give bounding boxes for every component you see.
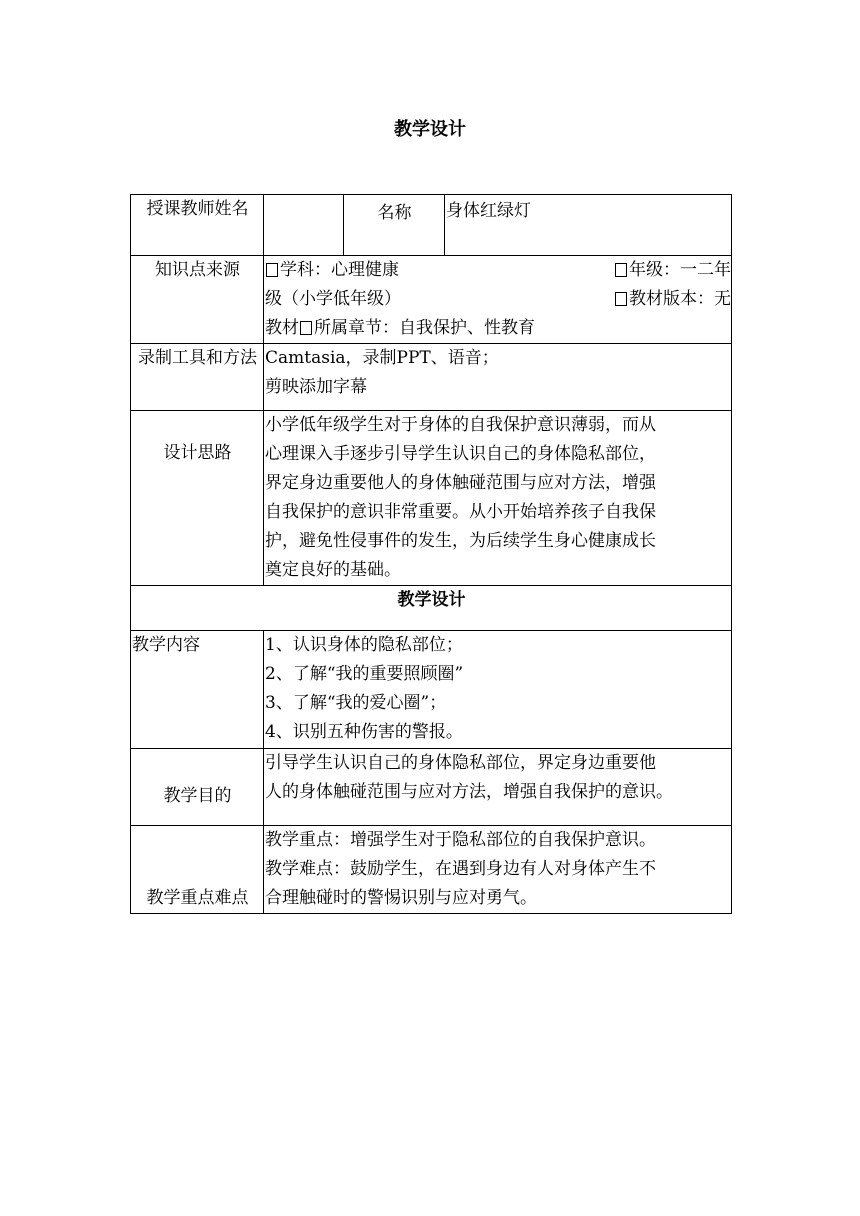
goal-line: 人的身体触碰范围与应对方法，增强自我保护的意识。 — [265, 782, 673, 802]
tools-label: 录制工具和方法 — [131, 344, 264, 411]
source-value — [264, 256, 732, 344]
source-subject: 学科：心理健康 — [280, 260, 399, 280]
row-key — [131, 826, 732, 914]
source-line-2 — [265, 285, 731, 314]
design-line: 护，避免性侵事件的发生，为后续学生身心健康成长 — [265, 531, 656, 551]
source-grade-rest: 级（小学低年级） — [265, 289, 401, 309]
design-value — [264, 411, 732, 586]
design-line: 自我保护的意识非常重要。从小开始培养孩子自我保 — [265, 502, 656, 522]
source-label: 知识点来源 — [131, 256, 264, 344]
tools-value — [264, 344, 732, 411]
content-line: 3、了解“我的爱心圈”； — [265, 693, 447, 713]
row-tools — [131, 344, 732, 411]
key-line: 教学难点：鼓励学生，在遇到身边有人对身体产生不 — [265, 859, 656, 879]
source-line-1 — [265, 256, 731, 285]
checkbox-icon — [300, 321, 312, 335]
content-line: 2、了解“我的重要照顾圈” — [265, 664, 464, 684]
tools-line-1: Camtasia，录制PPT、语音； — [265, 348, 499, 368]
key-value — [264, 826, 732, 914]
name-value: 身体红绿灯 — [445, 195, 732, 256]
teacher-label: 授课教师姓名 — [131, 195, 264, 256]
source-textbook: 教材版本：无 — [629, 289, 731, 309]
row-teacher — [131, 195, 732, 256]
key-label: 教学重点难点 — [131, 826, 264, 914]
checkbox-icon — [615, 292, 627, 306]
row-source — [131, 256, 732, 344]
tools-line-2: 剪映添加字幕 — [265, 377, 367, 397]
row-section — [131, 586, 732, 631]
row-goal — [131, 749, 732, 826]
content-line: 1、认识身体的隐私部位； — [265, 635, 463, 655]
source-chapter: 所属章节：自我保护、性教育 — [314, 318, 535, 338]
checkbox-icon — [615, 263, 627, 277]
section-title: 教学设计 — [131, 586, 732, 631]
design-label: 设计思路 — [131, 411, 264, 586]
source-textbook-rest: 教材 — [265, 318, 299, 338]
page-title: 教学设计 — [394, 119, 466, 140]
teacher-value — [264, 195, 344, 256]
row-content — [131, 631, 732, 749]
row-design — [131, 411, 732, 586]
goal-value — [264, 749, 732, 826]
content-label: 教学内容 — [131, 631, 264, 749]
checkbox-icon — [266, 263, 278, 277]
source-grade-label: 年级：一二年 — [629, 260, 731, 280]
key-line: 教学重点：增强学生对于隐私部位的自我保护意识。 — [265, 830, 656, 850]
design-line: 奠定良好的基础。 — [265, 560, 401, 580]
content-value — [264, 631, 732, 749]
source-line-3 — [265, 314, 731, 343]
key-line: 合理触碰时的警惕识别与应对勇气。 — [265, 888, 537, 908]
content-line: 4、识别五种伤害的警报。 — [265, 722, 463, 742]
name-label: 名称 — [344, 195, 445, 256]
goal-line: 引导学生认识自己的身体隐私部位，界定身边重要他 — [265, 753, 656, 773]
design-line: 小学低年级学生对于身体的自我保护意识薄弱，而从 — [265, 415, 656, 435]
goal-label: 教学目的 — [131, 749, 264, 826]
design-line: 界定身边重要他人的身体触碰范围与应对方法，增强 — [265, 473, 656, 493]
lesson-design-table — [130, 194, 732, 914]
design-line: 心理课入手逐步引导学生认识自己的身体隐私部位， — [265, 444, 656, 464]
